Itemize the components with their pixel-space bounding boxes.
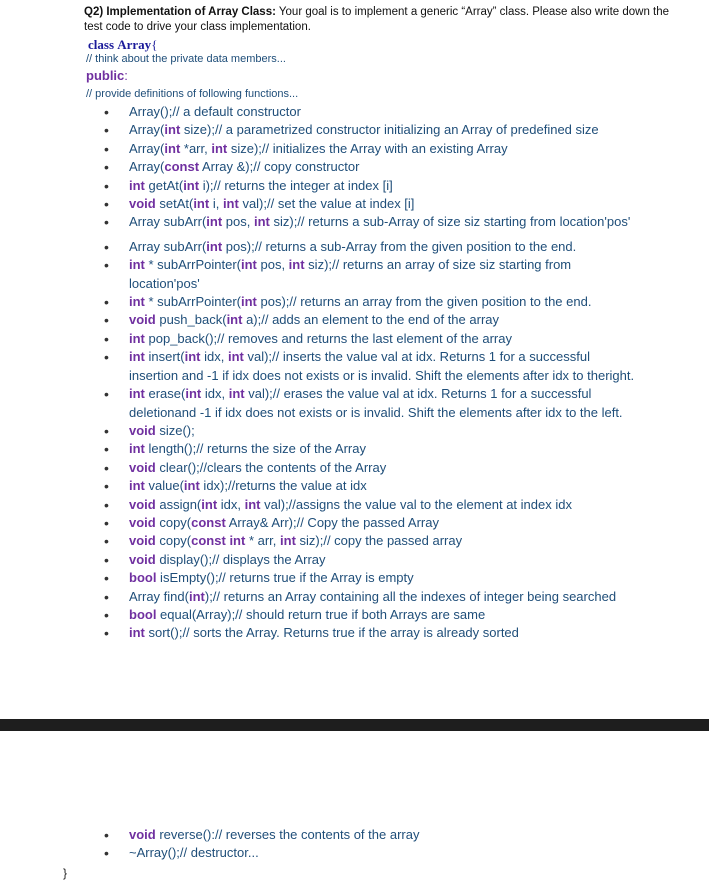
- code-text: copy(: [155, 514, 192, 530]
- code-text: idx,: [200, 349, 228, 365]
- keyword: const: [164, 159, 200, 175]
- code-text: insert(: [144, 349, 185, 365]
- code-text: val);// set the value at index [i]: [238, 196, 415, 212]
- class-keyword: class: [88, 37, 114, 52]
- keyword: int: [206, 238, 223, 254]
- class-declaration: [88, 37, 157, 53]
- function-item: [110, 477, 642, 495]
- code-text: *arr,: [180, 140, 212, 156]
- code-text: sort();// sorts the Array. Returns true if the array is already sorted: [144, 625, 519, 641]
- function-item: [110, 496, 642, 514]
- keyword: int: [183, 478, 200, 494]
- keyword: int: [222, 196, 239, 212]
- code-text: Array(: [129, 122, 165, 138]
- code-text: * subArrPointer(: [144, 294, 241, 310]
- keyword: const: [191, 514, 226, 530]
- keyword: int: [129, 478, 145, 494]
- code-text: siz);// returns a sub-Array of size siz starting from location'pos': [269, 214, 631, 230]
- code-text: clear();//clears the contents of the Array: [155, 459, 387, 475]
- function-item: [110, 177, 642, 195]
- code-text: size);// initializes the Array with an existing Array: [227, 140, 508, 156]
- keyword: const: [191, 533, 226, 549]
- function-item: [110, 256, 642, 293]
- class-closing-brace: }: [63, 866, 68, 880]
- keyword: int: [185, 386, 202, 402]
- code-text: val);//assigns the value val to the element at index idx: [260, 496, 572, 512]
- keyword: int: [129, 625, 145, 641]
- keyword: int: [129, 177, 145, 193]
- keyword: int: [226, 312, 243, 328]
- class-name: Array: [117, 37, 152, 52]
- keyword: bool: [129, 570, 157, 586]
- code-text: size();: [155, 422, 195, 438]
- code-text: value(: [144, 478, 184, 494]
- code-text: pop_back();// removes and returns the last element of the array: [144, 330, 512, 346]
- code-text: erase(: [144, 386, 186, 402]
- code-text: siz);// returns an array of size siz starting from location'pos': [129, 257, 572, 291]
- code-text: i);// returns the integer at index [i]: [199, 177, 393, 193]
- code-text: a);// adds an element to the end of the array: [242, 312, 499, 328]
- keyword: bool: [129, 606, 157, 622]
- keyword: void: [129, 496, 156, 512]
- code-text: pos,: [222, 214, 254, 230]
- code-text: display();// displays the Array: [155, 551, 326, 567]
- function-item: [110, 311, 642, 329]
- function-item: [110, 140, 642, 158]
- private-members-comment: // think about the private data members...: [86, 53, 286, 65]
- code-text: length();// returns the size of the Array: [144, 441, 366, 457]
- code-text: pos);// returns an array from the given position to the end.: [256, 294, 592, 310]
- keyword: int: [129, 330, 145, 346]
- function-item: [110, 459, 642, 477]
- keyword: int: [228, 386, 245, 402]
- function-item: [110, 213, 642, 231]
- function-item: [110, 121, 642, 139]
- keyword: int: [288, 257, 305, 273]
- keyword: int: [253, 214, 270, 230]
- keyword: int: [129, 349, 145, 365]
- keyword: int: [206, 214, 223, 230]
- code-text: ~Array();// destructor...: [129, 845, 259, 861]
- function-item: [110, 624, 642, 642]
- code-text: i,: [209, 196, 223, 212]
- keyword: int: [129, 257, 145, 273]
- code-text: size);// a parametrized constructor initializing an Array of predefined size: [180, 122, 599, 138]
- keyword: void: [129, 196, 156, 212]
- keyword: int: [164, 122, 181, 138]
- function-item: [110, 551, 642, 569]
- function-list-continued: [110, 826, 642, 863]
- keyword: int: [240, 294, 257, 310]
- code-text: idx);//returns the value at idx: [199, 478, 367, 494]
- question-title: Q2) Implementation of Array Class:: [84, 6, 276, 18]
- question-heading: [84, 5, 674, 35]
- keyword: int: [129, 294, 145, 310]
- function-item: [110, 348, 642, 385]
- code-text: pos);// returns a sub-Array from the given position to the end.: [222, 238, 577, 254]
- keyword: int: [244, 496, 261, 512]
- code-text: Array subArr(: [129, 238, 207, 254]
- question-text: Your goal is to implement a generic “Array” class. Please also write down the test code to drive your class implementation.: [84, 6, 670, 33]
- code-text: Array(: [129, 140, 165, 156]
- keyword: int: [280, 533, 296, 549]
- public-access-specifier: [86, 68, 128, 83]
- keyword: void: [129, 533, 156, 549]
- code-text: assign(: [155, 496, 202, 512]
- keyword: int: [227, 349, 244, 365]
- code-text: Array find(: [129, 588, 189, 604]
- keyword: void: [129, 422, 156, 438]
- keyword: int: [201, 496, 218, 512]
- code-text: Array();// a default constructor: [129, 104, 301, 119]
- code-text: push_back(: [155, 312, 227, 328]
- keyword: int: [164, 140, 181, 156]
- code-text: copy(: [155, 533, 192, 549]
- function-item: [110, 330, 642, 348]
- code-text: getAt(: [144, 177, 184, 193]
- code-text: Array &);// copy constructor: [199, 159, 360, 175]
- keyword: int: [183, 177, 200, 193]
- code-text: val);// inserts the value val at idx. Returns 1 for a successful insertion and -1 if idx does not exists or is invalid. Shift the elements after idx to theright.: [129, 349, 635, 383]
- keyword: int: [229, 533, 246, 549]
- function-list: [110, 103, 642, 643]
- code-text: idx,: [217, 496, 245, 512]
- function-item: [110, 385, 642, 422]
- public-label: public: [86, 68, 125, 83]
- function-item: [110, 588, 642, 606]
- keyword: void: [129, 551, 156, 567]
- code-text: idx,: [201, 386, 229, 402]
- code-text: siz);// copy the passed array: [295, 533, 463, 549]
- function-item: [110, 569, 642, 587]
- keyword: int: [193, 196, 210, 212]
- keyword: int: [211, 140, 228, 156]
- keyword: int: [240, 257, 257, 273]
- function-item: [110, 826, 642, 844]
- code-text: Array subArr(: [129, 214, 207, 230]
- function-item: [110, 514, 642, 532]
- function-item: [110, 606, 642, 624]
- code-text: pos,: [256, 257, 289, 273]
- function-item: [110, 158, 642, 176]
- keyword: void: [129, 459, 156, 475]
- code-text: reverse():// reverses the contents of the array: [155, 827, 420, 842]
- function-item: [110, 103, 642, 121]
- definitions-comment: // provide definitions of following functions...: [86, 88, 299, 100]
- function-item: [110, 422, 642, 440]
- keyword: void: [129, 514, 156, 530]
- keyword: int: [184, 349, 201, 365]
- keyword: void: [129, 827, 156, 842]
- code-text: val);// erases the value val at idx. Returns 1 for a successful deletionand -1 if idx does not exists or is invalid. Shift the elements after idx to the left.: [129, 386, 623, 420]
- function-item: [110, 238, 642, 256]
- keyword: int: [129, 441, 145, 457]
- code-text: * arr,: [245, 533, 281, 549]
- keyword: void: [129, 312, 156, 328]
- function-item: [110, 532, 642, 550]
- code-text: isEmpty();// returns true if the Array is empty: [156, 570, 414, 586]
- code-text: * subArrPointer(: [144, 257, 241, 273]
- function-item: [110, 293, 642, 311]
- function-item: [110, 844, 642, 862]
- keyword: int: [129, 386, 145, 402]
- keyword: int: [188, 588, 205, 604]
- function-item: [110, 195, 642, 213]
- code-text: equal(Array);// should return true if both Arrays are same: [156, 606, 486, 622]
- code-text: );// returns an Array containing all the indexes of integer being searched: [204, 588, 617, 604]
- function-item: [110, 440, 642, 458]
- public-colon: :: [124, 68, 128, 83]
- code-text: Array& Arr);// Copy the passed Array: [225, 514, 439, 530]
- open-brace: {: [151, 37, 158, 52]
- code-text: Array(: [129, 159, 165, 175]
- page-break-band: [0, 719, 709, 731]
- code-text: setAt(: [155, 196, 194, 212]
